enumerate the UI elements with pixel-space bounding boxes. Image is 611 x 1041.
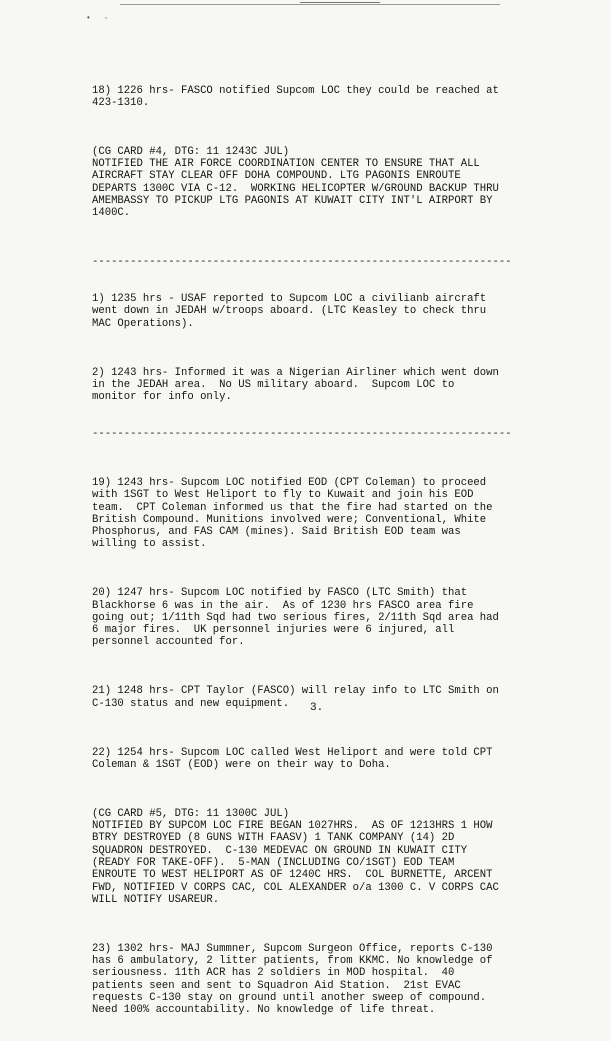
- cg-card-5: (CG CARD #5, DTG: 11 1300C JUL) NOTIFIED BY SUPCOM LOC FIRE BEGAN 1027HRS. AS OF 1213HRS 1 HOW BTRY DESTROYED (8 GUNS WITH FAASV) 1 TANK COMPANY (14) 2D SQUADRON DESTROYED. C-130 MEDEVAC ON GROUND IN KUWAIT CITY (READY FOR TAKE-OFF). 5-MAN (INCLUDING CO/1SGT) EOD TEAM ENROUTE TO WEST HELIPORT AS OF 1240C HRS. COL BURNETTE, ARCENT FWD, NOTIFIED V CORPS CAC, COL ALEXANDER o/a 1300 C. V CORPS CAC WILL NOTIFY USAREUR.: [92, 807, 499, 906]
- entry-19: 19) 1243 hrs- Supcom LOC notified EOD (CPT Coleman) to proceed with 1SGT to West Heliport to fly to Kuwait and join his EOD team. CPT Coleman informed us that the fire had started on the British Compound. Munitions involved were; Conventional, White Phosphorus, and FAS CAM (mines). Said British EOD team was willing to assist.: [92, 476, 493, 551]
- entry-20: 20) 1247 hrs- Supcom LOC notified by FASCO (LTC Smith) that Blackhorse 6 was in the air. As of 1230 hrs FASCO area fire going out; 1/11th Sqd had two serious fires, 2/11th Sqd area had 6 major fires. UK personnel injuries were 6 injured, all personnel accounted for.: [92, 587, 499, 649]
- document-body: [92, 60, 532, 1041]
- cg-card-4: (CG CARD #4, DTG: 11 1243C JUL) NOTIFIED THE AIR FORCE COORDINATION CENTER TO ENSURE THAT ALL AIRCRAFT STAY CLEAR OFF DOHA COMPOUND. LTG PAGONIS ENROUTE DEPARTS 1300C VIA C-12. WORKING HELICOPTER W/GROUND BACKUP THRU AMEMBASSY TO PICKUP LTG PAGONIS AT KUWAIT CITY INT'L AIRPORT BY 1400C.: [92, 145, 499, 220]
- page-number: 3.: [310, 702, 324, 714]
- entry-22: 22) 1254 hrs- Supcom LOC called West Heliport and were told CPT Coleman & 1SGT (EOD) were on their way to Doha.: [92, 746, 493, 771]
- top-edge-rule-2: [300, 2, 380, 3]
- dashed-separator-2: ------------------------------------------------------------------: [92, 428, 512, 441]
- entry-23: 23) 1302 hrs- MAJ Summner, Supcom Surgeon Office, reports C-130 has 6 ambulatory, 2 litter patients, from KKMC. No knowledge of seriousness. 11th ACR has 2 soldiers in MOD hospital. 40 patients seen and sent to Squadron Aid Station. 21st EVAC requests C-130 stay on ground until another sweep of compound. Need 100% accountability. No knowledge of life threat.: [92, 942, 493, 1017]
- entry-18: 18) 1226 hrs- FASCO notified Supcom LOC they could be reached at 423-1310.: [92, 84, 499, 109]
- header-specks: • ·: [86, 14, 113, 23]
- dashed-separator-1: ------------------------------------------------------------------: [92, 256, 512, 269]
- entry-1: 1) 1235 hrs - USAF reported to Supcom LOC a civilianb aircraft went down in JEDAH w/troops aboard. (LTC Keasley to check thru MAC Operations).: [92, 293, 487, 330]
- top-edge-rule: [120, 4, 500, 5]
- entry-21: 21) 1248 hrs- CPT Taylor (FASCO) will relay info to LTC Smith on C-130 status and new equipment.: [92, 685, 499, 710]
- entry-2: 2) 1243 hrs- Informed it was a Nigerian Airliner which went down in the JEDAH area. No US military aboard. Supcom LOC to monitor for info only.: [92, 366, 499, 404]
